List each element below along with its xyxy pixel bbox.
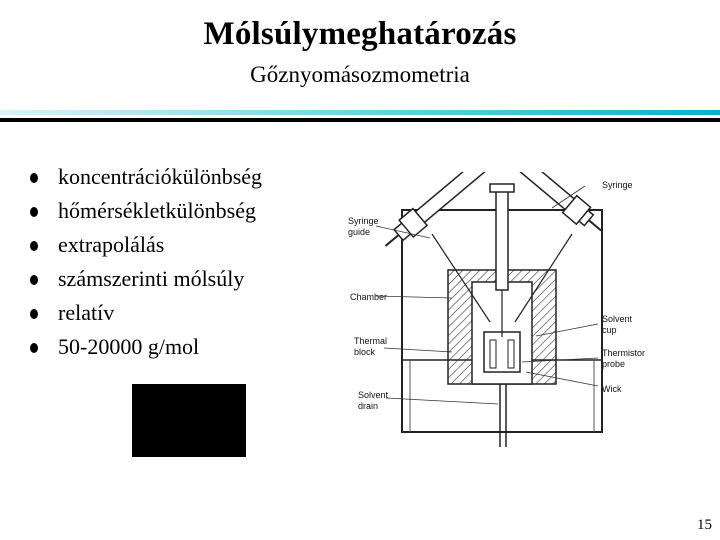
label-thermistor-probe-1: Thermistor: [602, 348, 646, 358]
solvent-cup: [484, 332, 520, 372]
slide-subtitle: Gőznyomásozmometria: [250, 62, 470, 87]
label-syringe-guide-1: Syringe: [348, 216, 379, 226]
label-syringe: Syringe: [602, 180, 633, 190]
bullet-dot-icon: [30, 173, 38, 183]
label-thermal-block-2: block: [354, 347, 376, 357]
bullet-list: [30, 162, 262, 366]
label-solvent-cup-1: Solvent: [602, 314, 633, 324]
label-thermal-block-1: Thermal: [354, 336, 388, 346]
page-number: 15: [697, 517, 712, 533]
label-chamber: Chamber: [350, 292, 388, 302]
bullet-item: relatív: [30, 298, 262, 332]
bullet-dot-icon: [30, 207, 38, 217]
label-syringe-guide-2: guide: [348, 227, 371, 237]
bullet-dot-icon: [30, 275, 38, 285]
vapor-pressure-osmometer-diagram: [340, 172, 680, 462]
bullet-dot-icon: [30, 309, 38, 319]
label-solvent-drain-2: drain: [358, 401, 379, 411]
title-divider: [0, 110, 720, 124]
slide-title: Mólsúlymeghatározás: [203, 16, 517, 52]
label-wick: Wick: [602, 384, 622, 394]
bullet-item: 50-20000 g/mol: [30, 332, 262, 366]
bullet-dot-icon: [30, 241, 38, 251]
black-image-placeholder: [132, 384, 246, 457]
bullet-item: extrapolálás: [30, 230, 262, 264]
label-thermistor-probe-2: probe: [602, 359, 626, 369]
bullet-dot-icon: [30, 343, 38, 353]
center-syringe: [496, 190, 508, 290]
label-solvent-cup-2: cup: [602, 325, 617, 335]
bullet-item: számszerinti mólsúly: [30, 264, 262, 298]
label-solvent-drain-1: Solvent: [358, 390, 389, 400]
bullet-item: koncentrációkülönbség: [30, 162, 262, 196]
bullet-item: hőmérsékletkülönbség: [30, 196, 262, 230]
